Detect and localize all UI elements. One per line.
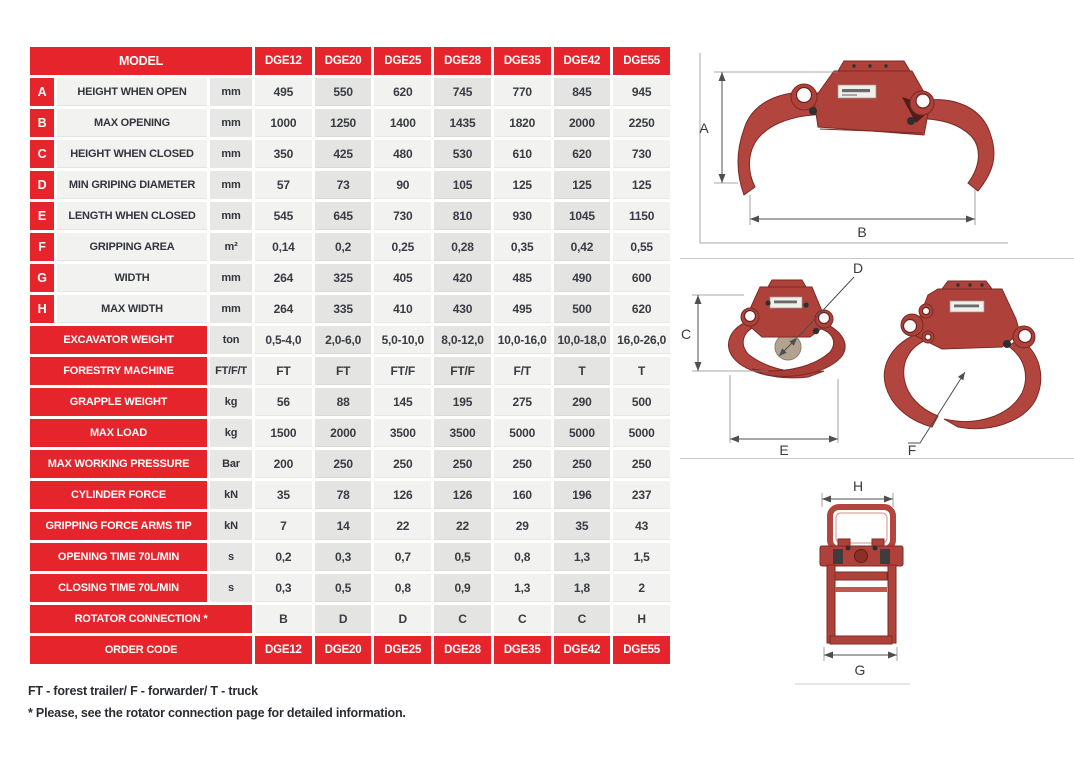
table-row [30, 326, 670, 354]
cell-value: 125 [613, 171, 670, 199]
cell-value: 480 [374, 140, 431, 168]
row-label: ROTATOR CONNECTION * [30, 605, 252, 633]
cell-value: 495 [494, 295, 551, 323]
cell-value: 0,55 [613, 233, 670, 261]
table-row [30, 295, 670, 323]
dim-label-c: C [680, 326, 692, 342]
row-label: FORESTRY MACHINE [30, 357, 207, 385]
cell-value: 1250 [315, 109, 372, 137]
row-unit: mm [210, 140, 252, 168]
row-unit: kN [210, 481, 252, 509]
cell-value: 22 [434, 512, 491, 540]
cell-value: 5000 [554, 419, 611, 447]
row-label: MAX OPENING [57, 109, 207, 137]
cell-value: 250 [494, 450, 551, 478]
row-label: MIN GRIPING DIAMETER [57, 171, 207, 199]
table-row [30, 636, 670, 664]
cell-value: 1,3 [554, 543, 611, 571]
closed-grapple-front-drawing [884, 281, 1040, 429]
cell-value: 1400 [374, 109, 431, 137]
row-unit: mm [210, 171, 252, 199]
row-unit: s [210, 543, 252, 571]
cell-value: 500 [554, 295, 611, 323]
cell-value: C [434, 605, 491, 633]
row-label: GRIPPING AREA [57, 233, 207, 261]
footnote-abbreviations: FT - forest trailer/ F - forwarder/ T - truck [28, 684, 258, 698]
row-unit: mm [210, 295, 252, 323]
table-row [30, 543, 670, 571]
cell-value: 5,0-10,0 [374, 326, 431, 354]
cell-value: F/T [494, 357, 551, 385]
cell-value: 3500 [434, 419, 491, 447]
cell-value: 1,3 [494, 574, 551, 602]
cell-value: 350 [255, 140, 312, 168]
cell-value: 250 [613, 450, 670, 478]
table-row [30, 419, 670, 447]
model-column-header: DGE20 [315, 47, 372, 75]
model-column-header: DGE42 [554, 47, 611, 75]
model-header: MODEL [30, 47, 252, 75]
model-column-header: DGE12 [255, 47, 312, 75]
cell-value: 73 [315, 171, 372, 199]
cell-value: C [494, 605, 551, 633]
cell-value: 90 [374, 171, 431, 199]
grapple-front-drawing [820, 507, 903, 644]
cell-value: 160 [494, 481, 551, 509]
table-row [30, 140, 670, 168]
model-column-header: DGE35 [494, 47, 551, 75]
cell-value: 145 [374, 388, 431, 416]
cell-value: 0,28 [434, 233, 491, 261]
row-unit: m² [210, 233, 252, 261]
cell-value: 29 [494, 512, 551, 540]
row-unit: s [210, 574, 252, 602]
row-unit: FT/F/T [210, 357, 252, 385]
row-unit: Bar [210, 450, 252, 478]
row-label: MAX LOAD [30, 419, 207, 447]
cell-value: 0,14 [255, 233, 312, 261]
cell-value: 88 [315, 388, 372, 416]
cell-value: 8,0-12,0 [434, 326, 491, 354]
closed-grapple-side-drawing [729, 280, 846, 378]
cell-value: 2 [613, 574, 670, 602]
cell-value: 14 [315, 512, 372, 540]
cell-value: 195 [434, 388, 491, 416]
footnote-rotator: * Please, see the rotator connection page for detailed information. [28, 706, 406, 720]
cell-value: 2000 [315, 419, 372, 447]
spec-table [27, 44, 673, 667]
diagram-closed-grapples [680, 259, 1074, 458]
table-row [30, 574, 670, 602]
cell-value: 126 [374, 481, 431, 509]
cell-value: 530 [434, 140, 491, 168]
row-letter: G [30, 264, 54, 292]
row-letter: F [30, 233, 54, 261]
table-row [30, 388, 670, 416]
cell-value: 0,7 [374, 543, 431, 571]
row-label: HEIGHT WHEN CLOSED [57, 140, 207, 168]
dimension-b [750, 189, 975, 240]
open-grapple-drawing [738, 61, 994, 195]
cell-value: DGE20 [315, 636, 372, 664]
cell-value: 7 [255, 512, 312, 540]
cell-value: 16,0-26,0 [613, 326, 670, 354]
cell-value: 1435 [434, 109, 491, 137]
table-row [30, 202, 670, 230]
cell-value: 490 [554, 264, 611, 292]
cell-value: 200 [255, 450, 312, 478]
cell-value: 1000 [255, 109, 312, 137]
dim-label-f: F [907, 442, 917, 458]
cell-value: 0,9 [434, 574, 491, 602]
cell-value: 125 [494, 171, 551, 199]
row-label: MAX WIDTH [57, 295, 207, 323]
cell-value: 745 [434, 78, 491, 106]
table-row [30, 264, 670, 292]
table-row [30, 78, 670, 106]
cell-value: 3500 [374, 419, 431, 447]
cell-value: 0,3 [255, 574, 312, 602]
cell-value: 845 [554, 78, 611, 106]
cell-value: 930 [494, 202, 551, 230]
row-letter: C [30, 140, 54, 168]
cell-value: T [554, 357, 611, 385]
cell-value: 335 [315, 295, 372, 323]
row-label: MAX WORKING PRESSURE [30, 450, 207, 478]
diagram-open-grapple [680, 45, 1074, 258]
row-letter: B [30, 109, 54, 137]
row-letter: D [30, 171, 54, 199]
row-letter: A [30, 78, 54, 106]
cell-value: 620 [613, 295, 670, 323]
cell-value: 0,42 [554, 233, 611, 261]
cell-value: 1,8 [554, 574, 611, 602]
cell-value: FT [255, 357, 312, 385]
cell-value: 35 [255, 481, 312, 509]
cell-value: 600 [613, 264, 670, 292]
cell-value: 500 [613, 388, 670, 416]
cell-value: 56 [255, 388, 312, 416]
spec-table-head [30, 47, 670, 75]
row-unit: mm [210, 202, 252, 230]
cell-value: 22 [374, 512, 431, 540]
cell-value: 275 [494, 388, 551, 416]
cell-value: 405 [374, 264, 431, 292]
cell-value: 250 [434, 450, 491, 478]
cell-value: 730 [374, 202, 431, 230]
cell-value: 545 [255, 202, 312, 230]
row-label: WIDTH [57, 264, 207, 292]
cell-value: DGE55 [613, 636, 670, 664]
cell-value: 0,8 [494, 543, 551, 571]
row-unit: ton [210, 326, 252, 354]
row-unit: mm [210, 78, 252, 106]
row-label: LENGTH WHEN CLOSED [57, 202, 207, 230]
cell-value: 0,2 [255, 543, 312, 571]
cell-value: 1,5 [613, 543, 670, 571]
diagram-front-view [680, 459, 1074, 689]
cell-value: C [554, 605, 611, 633]
table-row [30, 171, 670, 199]
cell-value: 5000 [613, 419, 670, 447]
dim-label-a: A [699, 120, 709, 136]
cell-value: 35 [554, 512, 611, 540]
cell-value: 730 [613, 140, 670, 168]
dimension-g [824, 647, 897, 678]
dimension-e [730, 375, 838, 458]
row-label: OPENING TIME 70L/MIN [30, 543, 207, 571]
cell-value: 105 [434, 171, 491, 199]
cell-value: 425 [315, 140, 372, 168]
cell-value: FT/F [374, 357, 431, 385]
row-label: CYLINDER FORCE [30, 481, 207, 509]
row-label: EXCAVATOR WEIGHT [30, 326, 207, 354]
cell-value: 10,0-18,0 [554, 326, 611, 354]
cell-value: 770 [494, 78, 551, 106]
cell-value: DGE12 [255, 636, 312, 664]
cell-value: 495 [255, 78, 312, 106]
cell-value: B [255, 605, 312, 633]
cell-value: 10,0-16,0 [494, 326, 551, 354]
row-unit: kg [210, 388, 252, 416]
cell-value: 550 [315, 78, 372, 106]
cell-value: D [315, 605, 372, 633]
row-label: HEIGHT WHEN OPEN [57, 78, 207, 106]
cell-value: DGE35 [494, 636, 551, 664]
row-label: ORDER CODE [30, 636, 252, 664]
table-row [30, 233, 670, 261]
cell-value: 264 [255, 264, 312, 292]
cell-value: 0,25 [374, 233, 431, 261]
cell-value: 237 [613, 481, 670, 509]
cell-value: 325 [315, 264, 372, 292]
row-label: GRIPPING FORCE ARMS TIP [30, 512, 207, 540]
cell-value: D [374, 605, 431, 633]
cell-value: 0,35 [494, 233, 551, 261]
table-row [30, 109, 670, 137]
model-column-header: DGE55 [613, 47, 670, 75]
table-row [30, 357, 670, 385]
cell-value: 1820 [494, 109, 551, 137]
cell-value: 43 [613, 512, 670, 540]
cell-value: 945 [613, 78, 670, 106]
cell-value: 410 [374, 295, 431, 323]
cell-value: 0,2 [315, 233, 372, 261]
dim-label-b: B [857, 224, 867, 240]
cell-value: 2000 [554, 109, 611, 137]
row-unit: mm [210, 109, 252, 137]
cell-value: 645 [315, 202, 372, 230]
cell-value: DGE28 [434, 636, 491, 664]
cell-value: 264 [255, 295, 312, 323]
cell-value: 78 [315, 481, 372, 509]
cell-value: FT [315, 357, 372, 385]
dim-label-g: G [854, 662, 866, 678]
spec-table-body [30, 78, 670, 664]
table-row [30, 605, 670, 633]
cell-value: 0,5 [434, 543, 491, 571]
cell-value: 2250 [613, 109, 670, 137]
cell-value: H [613, 605, 670, 633]
row-letter: H [30, 295, 54, 323]
cell-value: 125 [554, 171, 611, 199]
row-label: GRAPPLE WEIGHT [30, 388, 207, 416]
cell-value: 1150 [613, 202, 670, 230]
row-letter: E [30, 202, 54, 230]
cell-value: 250 [554, 450, 611, 478]
table-row [30, 450, 670, 478]
cell-value: 1500 [255, 419, 312, 447]
cell-value: 430 [434, 295, 491, 323]
cell-value: 610 [494, 140, 551, 168]
row-unit: kg [210, 419, 252, 447]
row-unit: mm [210, 264, 252, 292]
cell-value: 250 [374, 450, 431, 478]
cell-value: DGE25 [374, 636, 431, 664]
cell-value: 196 [554, 481, 611, 509]
cell-value: 57 [255, 171, 312, 199]
cell-value: FT/F [434, 357, 491, 385]
cell-value: 0,8 [374, 574, 431, 602]
header-row [30, 47, 670, 75]
dimension-h [822, 478, 893, 507]
cell-value: 5000 [494, 419, 551, 447]
cell-value: 1045 [554, 202, 611, 230]
cell-value: 0,5-4,0 [255, 326, 312, 354]
cell-value: 620 [374, 78, 431, 106]
table-row [30, 481, 670, 509]
dim-label-d: D [852, 260, 864, 276]
row-unit: kN [210, 512, 252, 540]
row-label: CLOSING TIME 70L/MIN [30, 574, 207, 602]
cell-value: 485 [494, 264, 551, 292]
cell-value: 0,3 [315, 543, 372, 571]
model-column-header: DGE25 [374, 47, 431, 75]
cell-value: 250 [315, 450, 372, 478]
cell-value: 2,0-6,0 [315, 326, 372, 354]
dim-label-e: E [779, 442, 789, 458]
cell-value: 620 [554, 140, 611, 168]
cell-value: 810 [434, 202, 491, 230]
model-column-header: DGE28 [434, 47, 491, 75]
cell-value: T [613, 357, 670, 385]
cell-value: 290 [554, 388, 611, 416]
table-row [30, 512, 670, 540]
cell-value: 420 [434, 264, 491, 292]
cell-value: DGE42 [554, 636, 611, 664]
cell-value: 0,5 [315, 574, 372, 602]
dim-label-h: H [852, 478, 864, 494]
cell-value: 126 [434, 481, 491, 509]
